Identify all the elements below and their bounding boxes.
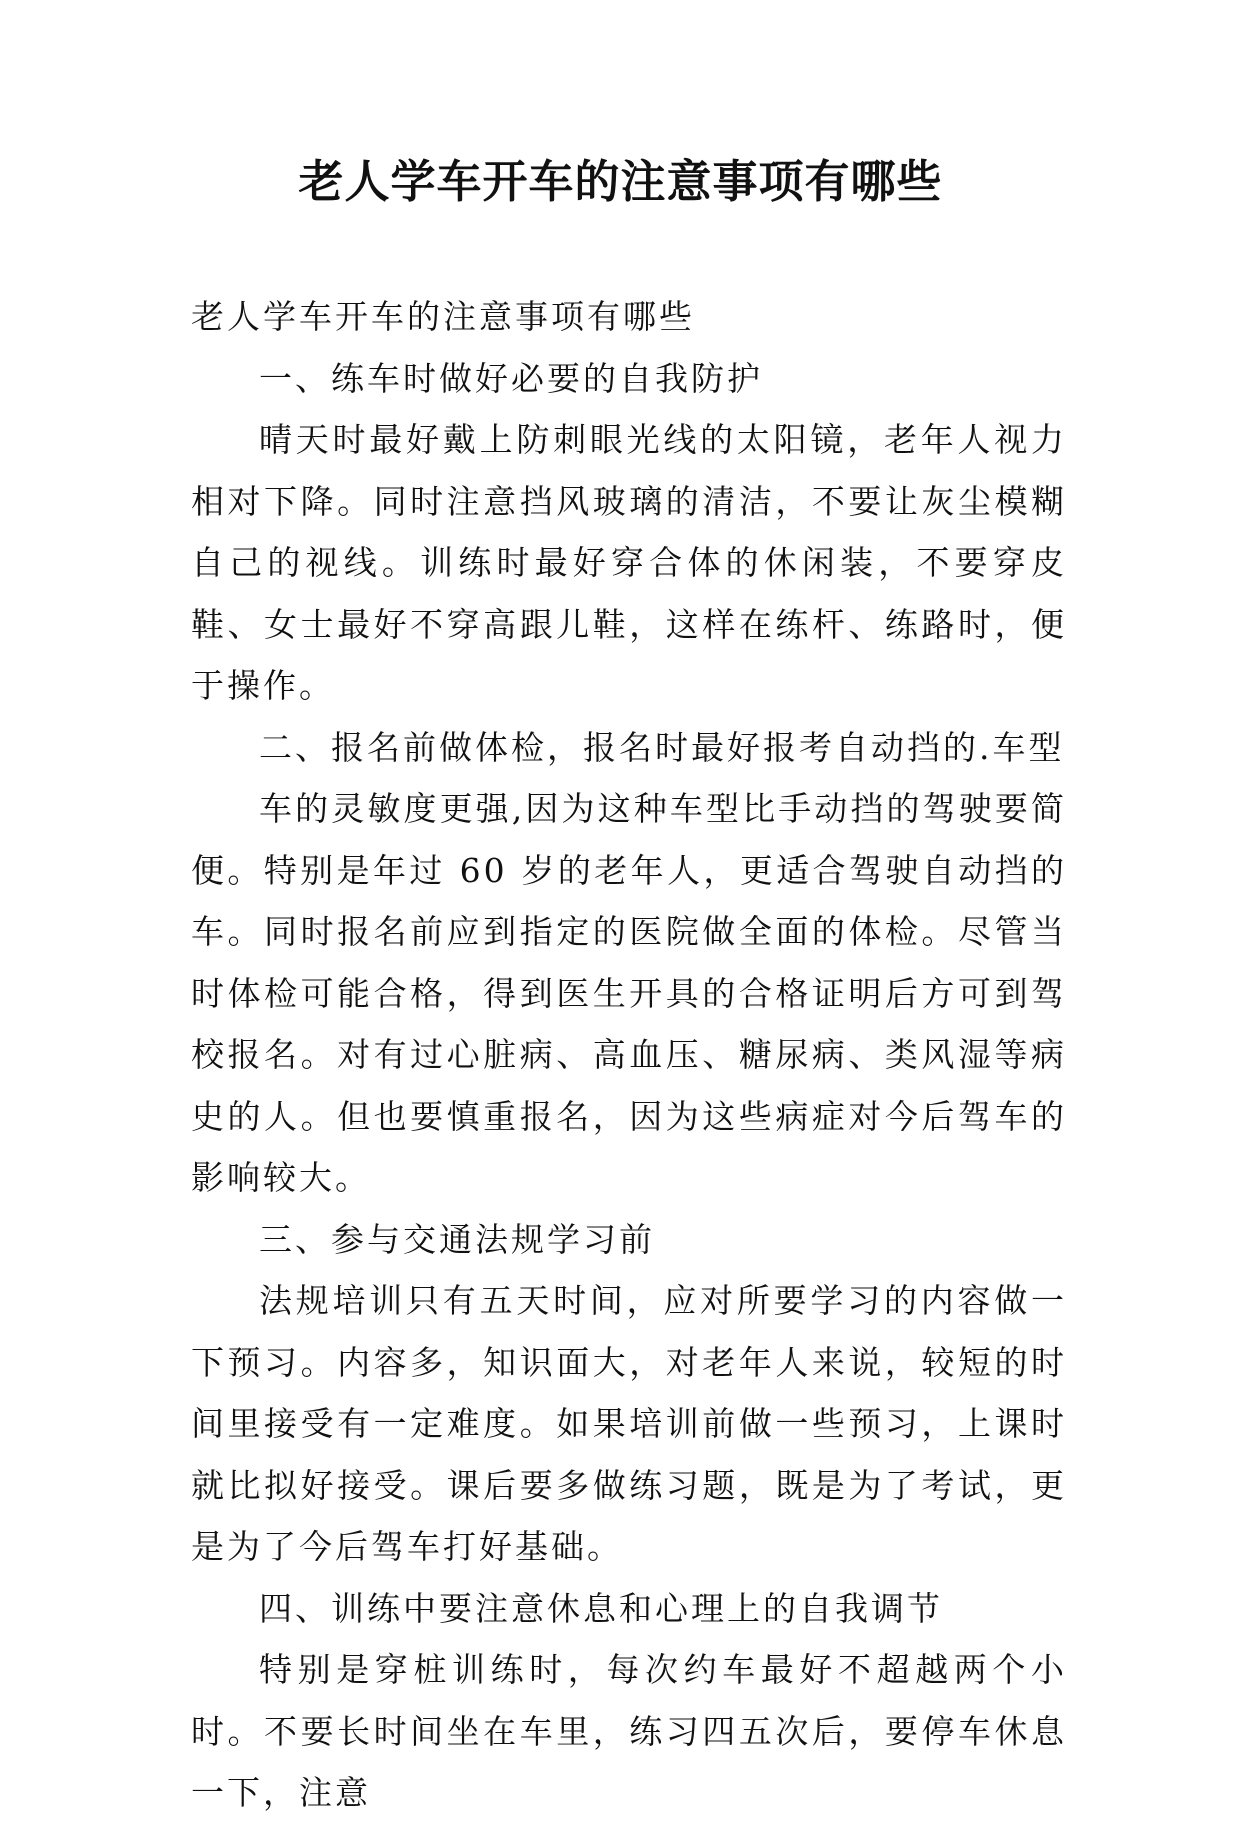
- section-paragraph-2: 车的灵敏度更强,因为这种车型比手动挡的驾驶要简便。特别是年过 60 岁的老年人，更适合驾驶自动挡的车。同时报名前应到指定的医院做全面的体检。尽管当时体检可能合格，得到医生开具的合格证明后方可到驾校报名。对有过心脏病、高血压、糖尿病、类风湿等病史的人。但也要慎重报名，因为这些病症对今后驾车的影响较大。: [191, 789, 1067, 1197]
- section-paragraph-3: 法规培训只有五天时间，应对所要学习的内容做一下预习。内容多，知识面大，对老年人来说，较短的时间里接受有一定难度。如果培训前做一些预习，上课时就比拟好接受。课后要多做练习题，既是为了考试，更是为了今后驾车打好基础。: [191, 1281, 1067, 1566]
- intro-line: 老人学车开车的注意事项有哪些: [191, 297, 695, 336]
- section-heading-1: 一、练车时做好必要的自我防护: [259, 358, 763, 398]
- section-paragraph-1: 晴天时最好戴上防刺眼光线的太阳镜，老年人视力相对下降。同时注意挡风玻璃的清洁，不要让灰尘模糊自己的视线。训练时最好穿合体的休闲装，不要穿皮鞋、女士最好不穿高跟儿鞋，这样在练杆、练路时，便于操作。: [191, 420, 1067, 705]
- section-heading-4: 四、训练中要注意休息和心理上的自我调节: [259, 1588, 943, 1628]
- section-heading-2: 二、报名前做体检，报名时最好报考自动挡的.车型: [259, 727, 1065, 767]
- section-paragraph-4: 特别是穿桩训练时，每次约车最好不超越两个小时。不要长时间坐在车里，练习四五次后，要停车休息一下，注意: [191, 1650, 1067, 1812]
- document-body: [191, 286, 1067, 1824]
- section-heading-3: 三、参与交通法规学习前: [259, 1219, 655, 1259]
- document-title: 老人学车开车的注意事项有哪些: [298, 155, 943, 208]
